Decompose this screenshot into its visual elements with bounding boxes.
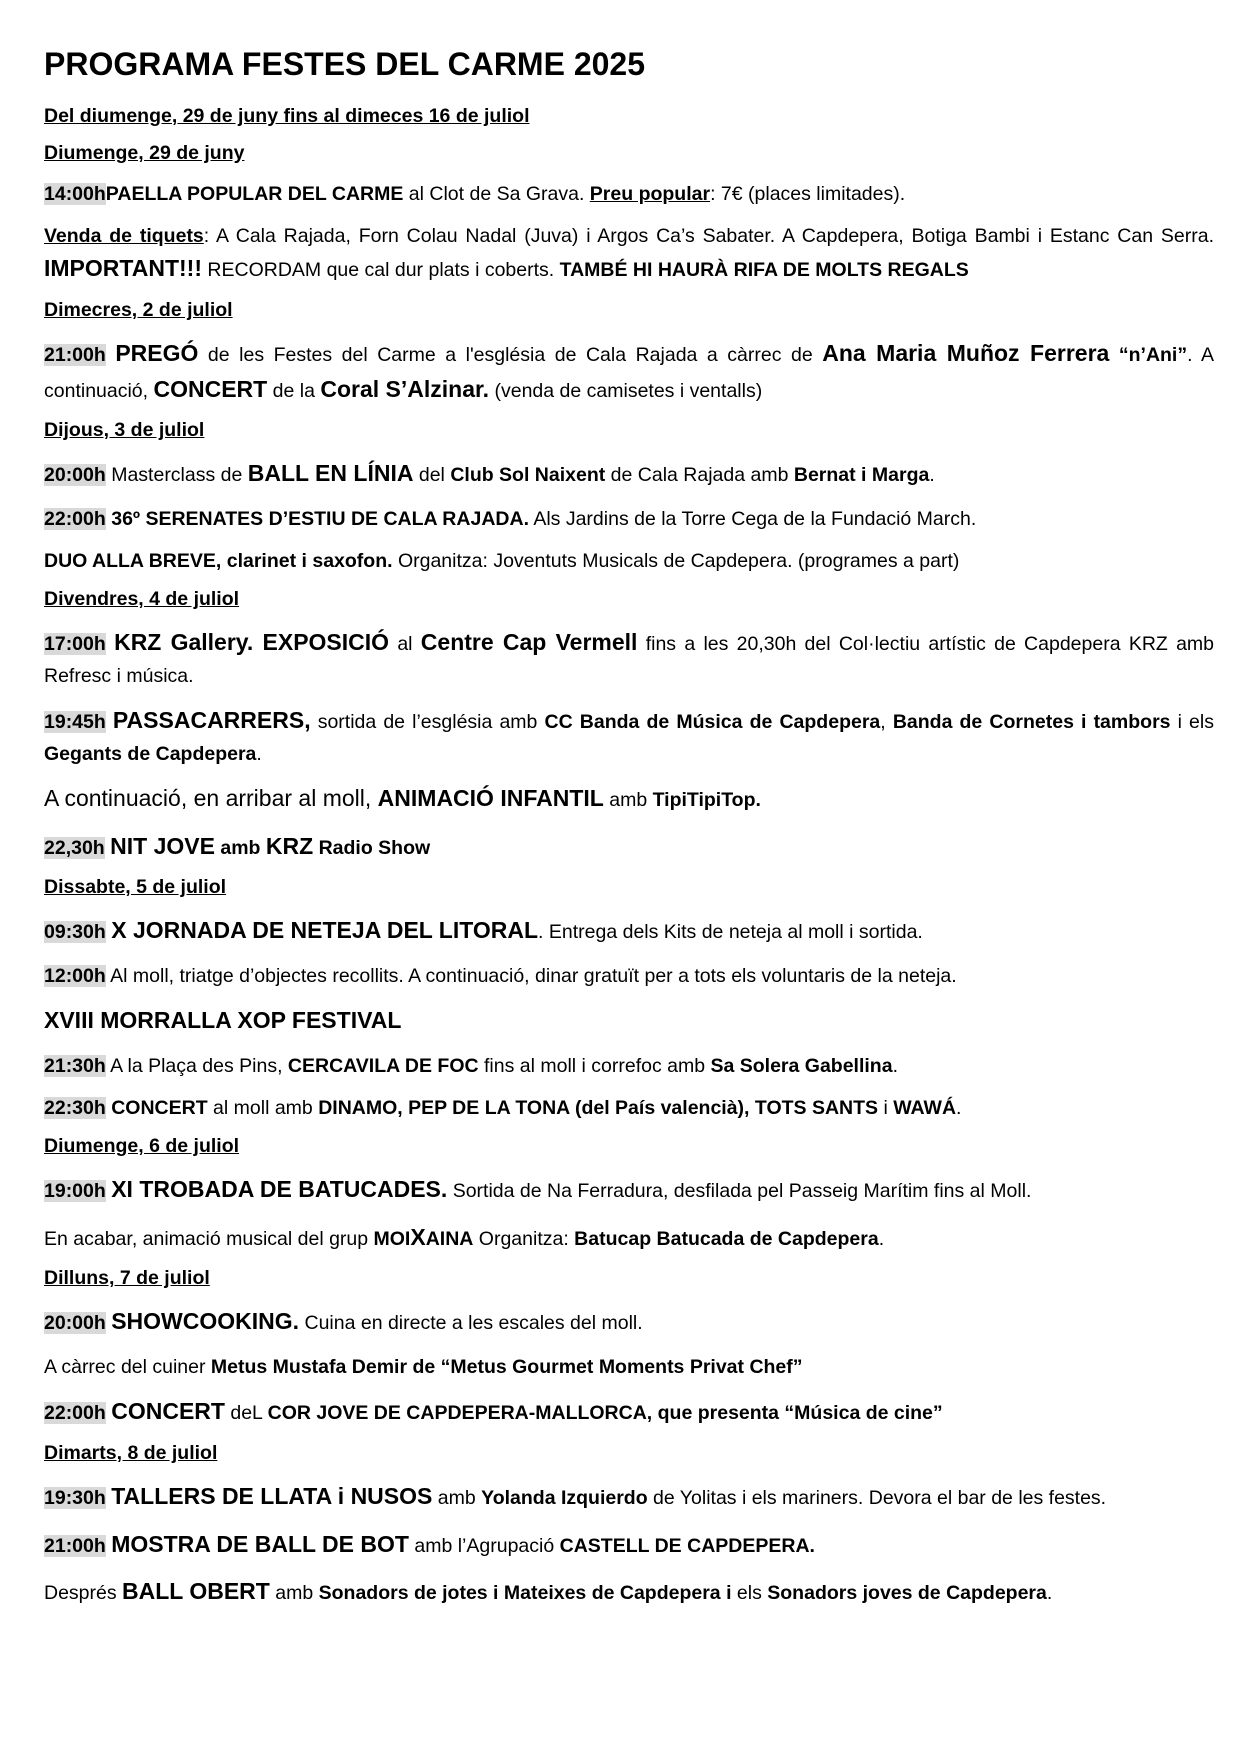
organizer-name: Batucap Batucada de Capdepera xyxy=(574,1227,879,1250)
event-paragraph xyxy=(44,781,1214,817)
choir-name: Coral S’Alzinar. xyxy=(320,375,490,402)
event-text: . xyxy=(1046,1582,1053,1605)
event-text: Després xyxy=(44,1582,123,1605)
event-time: 22:00h xyxy=(44,507,106,530)
event-paragraph xyxy=(44,1172,1214,1208)
event-paragraph xyxy=(44,1304,1214,1340)
event-time: 21:00h xyxy=(44,343,106,366)
band-name: CC Banda de Música de Capdepera xyxy=(544,711,881,734)
event-paragraph xyxy=(44,504,1214,534)
event-text: : A Cala Rajada, Forn Colau Nadal (Juva) i Argos Ca’s Sabater. A Capdepera, Botiga Bambi i Estanc Can Serra. xyxy=(203,225,1215,248)
event-text: amb xyxy=(214,836,266,859)
event-text: de les Festes del Carme a l'església de Cala Rajada a càrrec de xyxy=(198,343,823,366)
event-time: 20:00h xyxy=(44,464,106,487)
event-paragraph xyxy=(44,1394,1214,1430)
event-title: ANIMACIÓ INFANTIL xyxy=(377,784,604,811)
performer-name: WAWÁ xyxy=(893,1096,957,1119)
event-text: : 7€ (places limitades). xyxy=(710,182,906,205)
event-text: . xyxy=(256,742,262,765)
event-text: i els xyxy=(1170,711,1214,734)
event-title: CERCAVILA DE FOC xyxy=(287,1054,479,1077)
group-name-x: X xyxy=(410,1223,426,1250)
event-text: els xyxy=(731,1582,768,1605)
speaker-nickname: “n’Ani” xyxy=(1118,343,1188,366)
event-text: i xyxy=(878,1096,894,1119)
event-paragraph xyxy=(44,179,1214,209)
event-text: . Entrega dels Kits de neteja al moll i sortida. xyxy=(538,921,923,944)
event-paragraph xyxy=(44,1574,1214,1610)
event-text: Masterclass de xyxy=(105,464,248,487)
event-paragraph xyxy=(44,1093,1214,1123)
event-time: 14:00h xyxy=(44,182,106,205)
event-title: BALL EN LÍNIA xyxy=(247,460,414,487)
event-time: 19:45h xyxy=(44,711,106,734)
event-paragraph xyxy=(44,913,1214,949)
event-time: 19:30h xyxy=(44,1486,106,1509)
event-title: SHOWCOOKING. xyxy=(111,1308,300,1335)
day-heading: Diumenge, 29 de juny xyxy=(44,141,245,164)
choir-name: COR JOVE DE CAPDEPERA-MALLORCA, que presenta “Música de cine” xyxy=(267,1402,943,1425)
event-paragraph xyxy=(44,1527,1214,1563)
group-name: Sonadors joves de Capdepera xyxy=(767,1582,1047,1605)
page-title: PROGRAMA FESTES DEL CARME 2025 xyxy=(44,46,645,82)
instructors: Bernat i Marga xyxy=(793,464,930,487)
day-heading: Dilluns, 7 de juliol xyxy=(44,1267,210,1290)
event-text: (venda de camisetes i ventalls) xyxy=(489,379,763,402)
day-heading: Dimarts, 8 de juliol xyxy=(44,1441,218,1464)
band-name: Banda de Cornetes i tambors xyxy=(892,711,1171,734)
event-time: 21:30h xyxy=(44,1054,106,1077)
event-text: fins a les 20,30h del Col·lectiu artístic de Capdepera KRZ amb Refresc i música. xyxy=(44,633,1215,687)
event-text: Organitza: Joventuts Musicals de Capdepera. (programes a part) xyxy=(392,550,960,573)
event-text: A la Plaça des Pins, xyxy=(105,1054,288,1077)
event-text: al moll amb xyxy=(207,1096,319,1119)
event-title: TALLERS DE LLATA i NUSOS xyxy=(111,1482,433,1509)
event-paragraph xyxy=(44,456,1214,492)
important-note: IMPORTANT!!! xyxy=(44,255,202,282)
event-text: Als Jardins de la Torre Cega de la Fundació March. xyxy=(528,507,977,530)
festival-title: XVIII MORRALLA XOP FESTIVAL xyxy=(44,1007,402,1034)
event-paragraph xyxy=(44,1003,1214,1039)
concert-label: CONCERT xyxy=(153,375,268,402)
event-time: 22:00h xyxy=(44,1402,106,1425)
event-text: de la xyxy=(267,379,321,402)
club-name: Club Sol Naixent xyxy=(450,464,606,487)
event-text: al xyxy=(389,633,421,656)
day-heading: Diumenge, 6 de juliol xyxy=(44,1135,240,1158)
event-paragraph xyxy=(44,961,1214,991)
event-text: sortida de l’església amb xyxy=(310,711,545,734)
event-text: Sortida de Na Ferradura, desfilada pel Passeig Marítim fins al Moll. xyxy=(447,1180,1032,1203)
day-heading: Dijous, 3 de juliol xyxy=(44,419,205,442)
group-name: Sa Solera Gabellina xyxy=(710,1054,893,1077)
event-text: . A continuació, xyxy=(44,343,1214,402)
event-time: 22:30h xyxy=(44,1096,106,1119)
event-title: KRZ Gallery. EXPOSICIÓ xyxy=(114,629,390,656)
event-paragraph xyxy=(44,546,1214,576)
event-text: . xyxy=(878,1227,885,1250)
raffle-note: TAMBÉ HI HAURÀ RIFA DE MOLTS REGALS xyxy=(559,259,969,282)
event-title: 36º SERENATES D’ESTIU DE CALA RAJADA. xyxy=(111,507,529,530)
event-paragraph xyxy=(44,703,1214,769)
event-title: PREGÓ xyxy=(115,339,199,366)
group-name: Gegants de Capdepera xyxy=(44,742,257,765)
event-time: 22,30h xyxy=(44,836,105,859)
event-text: de Cala Rajada amb xyxy=(605,464,794,487)
event-text: amb l’Agrupació xyxy=(408,1534,560,1557)
event-paragraph xyxy=(44,1051,1214,1081)
event-text: RECORDAM que cal dur plats i coberts. xyxy=(201,259,560,282)
event-text: . xyxy=(929,464,935,487)
event-text: al Clot de Sa Grava. xyxy=(403,182,590,205)
event-title: NIT JOVE xyxy=(110,832,215,859)
day-heading: Divendres, 4 de juliol xyxy=(44,588,240,611)
event-text: Al moll, triatge d’objectes recollits. A continuació, dinar gratuït per a tots els voluntaris de la neteja. xyxy=(105,964,957,987)
event-text: , xyxy=(880,711,893,734)
event-text: En acabar, animació musical del grup xyxy=(44,1227,374,1250)
event-paragraph xyxy=(44,829,1214,865)
day-heading: Dissabte, 5 de juliol xyxy=(44,876,227,899)
group-name: Sonadors de jotes i Mateixes de Capdepera i xyxy=(318,1582,732,1605)
event-time: 20:00h xyxy=(44,1312,106,1335)
event-title: CONCERT xyxy=(111,1398,225,1425)
event-text: A càrrec del cuiner xyxy=(44,1356,211,1379)
performer-name: DINAMO, PEP DE LA TONA (del País valencià), TOTS SANTS xyxy=(318,1096,879,1119)
event-paragraph xyxy=(44,1220,1214,1256)
event-title: PAELLA POPULAR DEL CARME xyxy=(105,182,404,205)
date-range: Del diumenge, 29 de juny fins al dimeces 16 de juliol xyxy=(44,104,530,127)
event-paragraph xyxy=(44,1352,1214,1382)
event-text: A continuació, en arribar al moll, xyxy=(44,784,378,811)
event-time: 09:30h xyxy=(44,921,106,944)
tickets-label: Venda de tiquets xyxy=(44,225,204,248)
event-title: PASSACARRERS, xyxy=(112,707,311,734)
event-time: 17:00h xyxy=(44,633,106,656)
event-text: amb xyxy=(432,1486,482,1509)
document-page xyxy=(44,46,1214,1622)
event-paragraph xyxy=(44,625,1214,691)
event-text: Radio Show xyxy=(313,836,431,859)
group-name: CASTELL DE CAPDEPERA. xyxy=(559,1534,815,1557)
group-name: MOI xyxy=(373,1227,411,1250)
event-text: amb xyxy=(603,788,653,811)
price-label: Preu popular xyxy=(589,182,711,205)
event-title: XI TROBADA DE BATUCADES. xyxy=(111,1176,448,1203)
chef-name: Metus Mustafa Demir de “Metus Gourmet Moments Privat Chef” xyxy=(210,1356,803,1379)
group-name: KRZ xyxy=(265,832,314,859)
performer-name: TipiTipiTop. xyxy=(652,788,761,811)
event-text: Cuina en directe a les escales del moll. xyxy=(299,1312,643,1335)
event-time: 19:00h xyxy=(44,1180,106,1203)
event-text: del xyxy=(413,464,451,487)
event-text: fins al moll i correfoc amb xyxy=(478,1054,711,1077)
event-text: Organitza: xyxy=(473,1227,575,1250)
event-text: . xyxy=(892,1054,898,1077)
event-time: 21:00h xyxy=(44,1534,106,1557)
day-heading: Dimecres, 2 de juliol xyxy=(44,298,233,321)
event-paragraph xyxy=(44,336,1214,407)
event-text: deL xyxy=(224,1402,268,1425)
event-text: . xyxy=(956,1096,962,1119)
venue-name: Centre Cap Vermell xyxy=(420,629,638,656)
event-title: X JORNADA DE NETEJA DEL LITORAL xyxy=(111,917,539,944)
event-paragraph xyxy=(44,221,1214,287)
speaker-name: Ana Maria Muñoz Ferrera xyxy=(822,339,1110,366)
event-title: BALL OBERT xyxy=(122,1578,270,1605)
group-name: AINA xyxy=(425,1227,474,1250)
performer-name: DUO ALLA BREVE, clarinet i saxofon. xyxy=(44,550,393,573)
event-title: CONCERT xyxy=(105,1096,208,1119)
event-time: 12:00h xyxy=(44,964,106,987)
event-text: amb xyxy=(269,1582,319,1605)
event-title: MOSTRA DE BALL DE BOT xyxy=(111,1530,409,1557)
event-text: de Yolitas i els mariners. Devora el bar de les festes. xyxy=(647,1486,1107,1509)
event-paragraph xyxy=(44,1479,1214,1515)
host-name: Yolanda Izquierdo xyxy=(481,1486,648,1509)
